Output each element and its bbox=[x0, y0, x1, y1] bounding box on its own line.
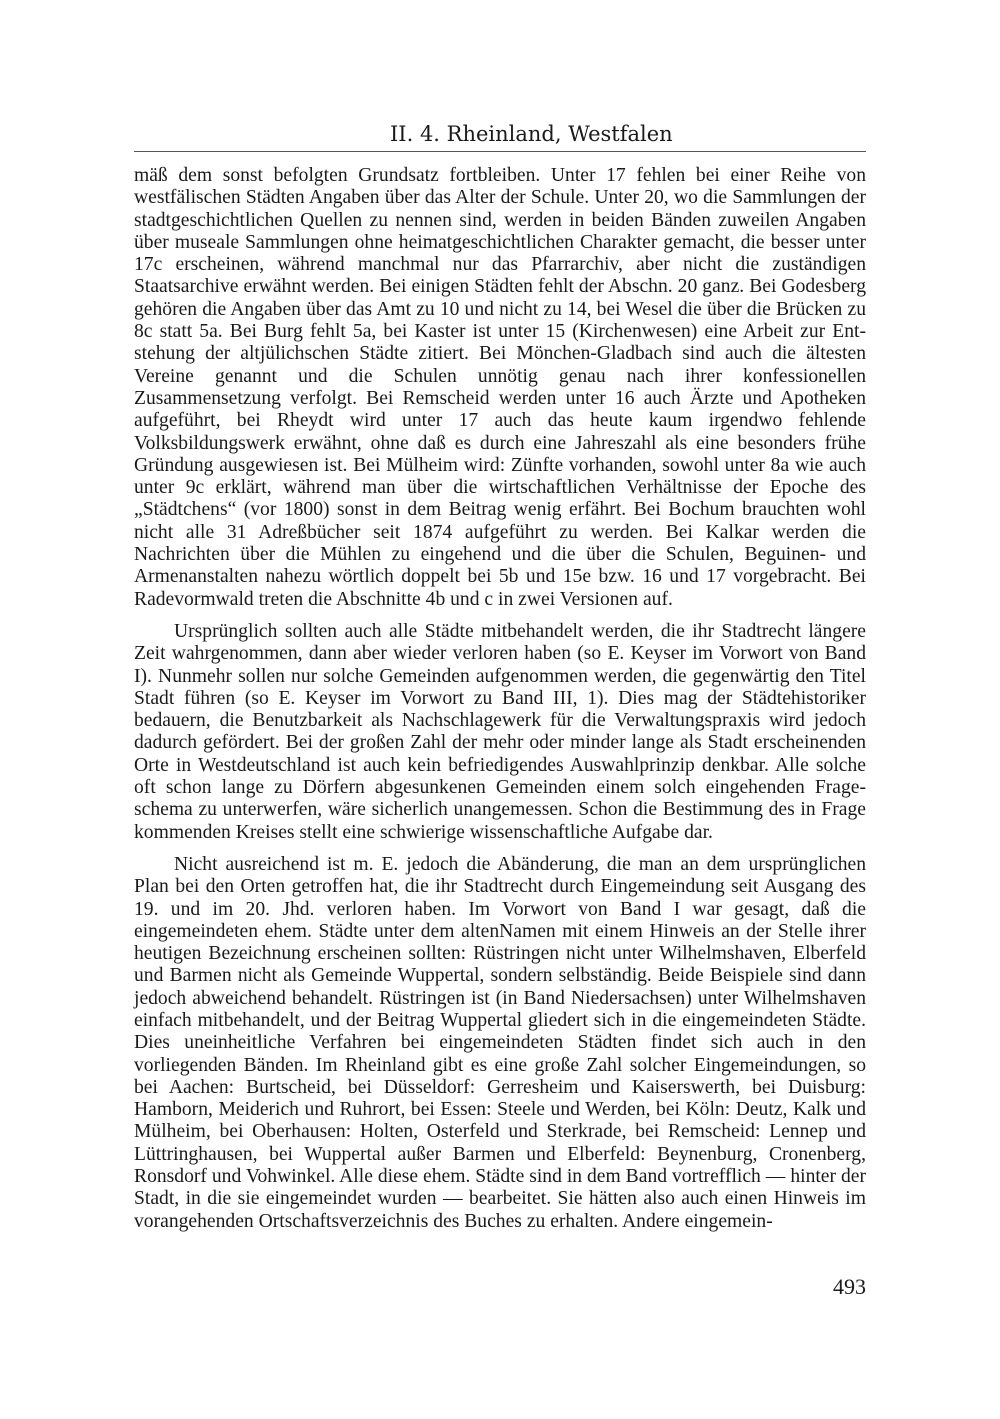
paragraph-2: Ursprünglich sollten auch alle Städte mitbehandelt werden, die ihr Stadtrecht längere Zeit wahrgenommen, dann aber wieder verloren haben (so E. Keyser im Vorwort von Band I). Nunmehr sollen nur solche Gemeinden aufgenommen werden, die gegenwärtig den Titel Stadt führen (so E. Keyser im Vorwort zu Band III, 1). Dies mag der Städtehistoriker bedauern, die Benutzbarkeit als Nachschlagewerk für die Verwaltungspraxis wird jedoch dadurch gefördert. Bei der großen Zahl der mehr oder minder lange als Stadt erscheinenden Orte in Westdeutschland ist auch kein befriedigendes Auswahlprinzip denkbar. Alle solche oft schon lange zu Dörfern abgesunkenen Gemeinden einem solch eingehenden Frageschema zu unterwerfen, wäre sicherlich unangemessen. Schon die Bestimmung des in Frage kommenden Kreises stellt eine schwierige wissenschaftliche Aufgabe dar. bbox=[134, 620, 866, 843]
running-title: II. 4. Rheinland, Westfalen bbox=[390, 122, 673, 146]
paragraph-1: mäß dem sonst befolgten Grundsatz fortbleiben. Unter 17 fehlen bei einer Reihe von westfälischen Städten Angaben über das Alter der Schule. Unter 20, wo die Sammlungen der stadtgeschichtlichen Quellen zu nennen sind, werden in beiden Bänden zuweilen Angaben über museale Sammlungen ohne heimatgeschichtlichen Charakter gemacht, die besser unter 17c erscheinen, während manchmal nur das Pfarrarchiv, aber nicht die zuständigen Staatsarchive erwähnt werden. Bei einigen Städten fehlt der Abschn. 20 ganz. Bei Godesberg gehören die Angaben über das Amt zu 10 und nicht zu 14, bei Wesel die über die Brücken zu 8c statt 5a. Bei Burg fehlt 5a, bei Kaster ist unter 15 (Kirchenwesen) eine Arbeit zur Entstehung der altjülichschen Städte zitiert. Bei Mönchen-Gladbach sind auch die ältesten Vereine genannt und die Schulen unnötig genau nach ihrer konfessionellen Zusammensetzung verfolgt. Bei Remscheid werden unter 16 auch Ärzte und Apotheken aufgeführt, bei Rheydt wird unter 17 auch das heute kaum irgendwo fehlende Volksbildungswerk erwähnt, ohne daß es durch eine Jahreszahl als eine besonders frühe Gründung ausgewiesen ist. Bei Mülheim wird: Zünfte vorhanden, sowohl unter 8a wie auch unter 9c erklärt, während man über die wirtschaftlichen Verhältnisse der Epoche des „Städtchens“ (vor 1800) sonst in dem Beitrag wenig erfährt. Bei Bochum brauchten wohl nicht alle 31 Adreßbücher seit 1874 aufgeführt zu werden. Bei Kalkar werden die Nachrichten über die Mühlen zu eingehend und die über die Schulen, Beguinen- und Armenanstalten nahezu wörtlich doppelt bei 5b und 15e bzw. 16 und 17 vorgebracht. Bei Radevormwald treten die Abschnitte 4b und c in zwei Versionen auf. bbox=[134, 165, 866, 610]
header-rule bbox=[134, 151, 866, 152]
page-number: 493 bbox=[833, 1274, 866, 1299]
body-text bbox=[134, 165, 866, 1233]
running-header bbox=[134, 118, 866, 150]
paragraph-3: Nicht ausreichend ist m. E. jedoch die Abänderung, die man an dem ursprünglichen Plan bei den Orten getroffen hat, die ihr Stadtrecht durch Eingemeindung seit Ausgang des 19. und im 20. Jhd. verloren haben. Im Vorwort von Band I war gesagt, daß die eingemeindeten ehem. Städte unter dem altenNamen mit einem Hinweis an der Stelle ihrer heutigen Bezeichnung erscheinen sollten: Rüstringen nicht unter Wilhelmshaven, Elberfeld und Barmen nicht als Gemeinde Wuppertal, sondern selbständig. Beide Beispiele sind dann jedoch abweichend behandelt. Rüstringen ist (in Band Niedersachsen) unter Wilhelmshaven einfach mitbehandelt, und der Beitrag Wuppertal gliedert sich in die eingemeindeten Städte. Dies uneinheitliche Verfahren bei eingemeindeten Städten findet sich auch in den vorliegenden Bänden. Im Rheinland gibt es eine große Zahl solcher Eingemeindungen, so bei Aachen: Burtscheid, bei Düsseldorf: Gerresheim und Kaiserswerth, bei Duisburg: Hamborn, Meiderich und Ruhrort, bei Essen: Steele und Werden, bei Köln: Deutz, Kalk und Mülheim, bei Oberhausen: Holten, Osterfeld und Sterkrade, bei Remscheid: Lennep und Lüttringhausen, bei Wuppertal außer Barmen und Elberfeld: Beynenburg, Cronenberg, Ronsdorf und Vohwinkel. Alle diese ehem. Städte sind in dem Band vortrefflich — hinter der Stadt, in die sie eingemeindet wurden — bearbeitet. Sie hätten also auch einen Hinweis im vorangehenden Ortschaftsverzeichnis des Buches zu erhalten. Andere eingemein- bbox=[134, 853, 866, 1232]
